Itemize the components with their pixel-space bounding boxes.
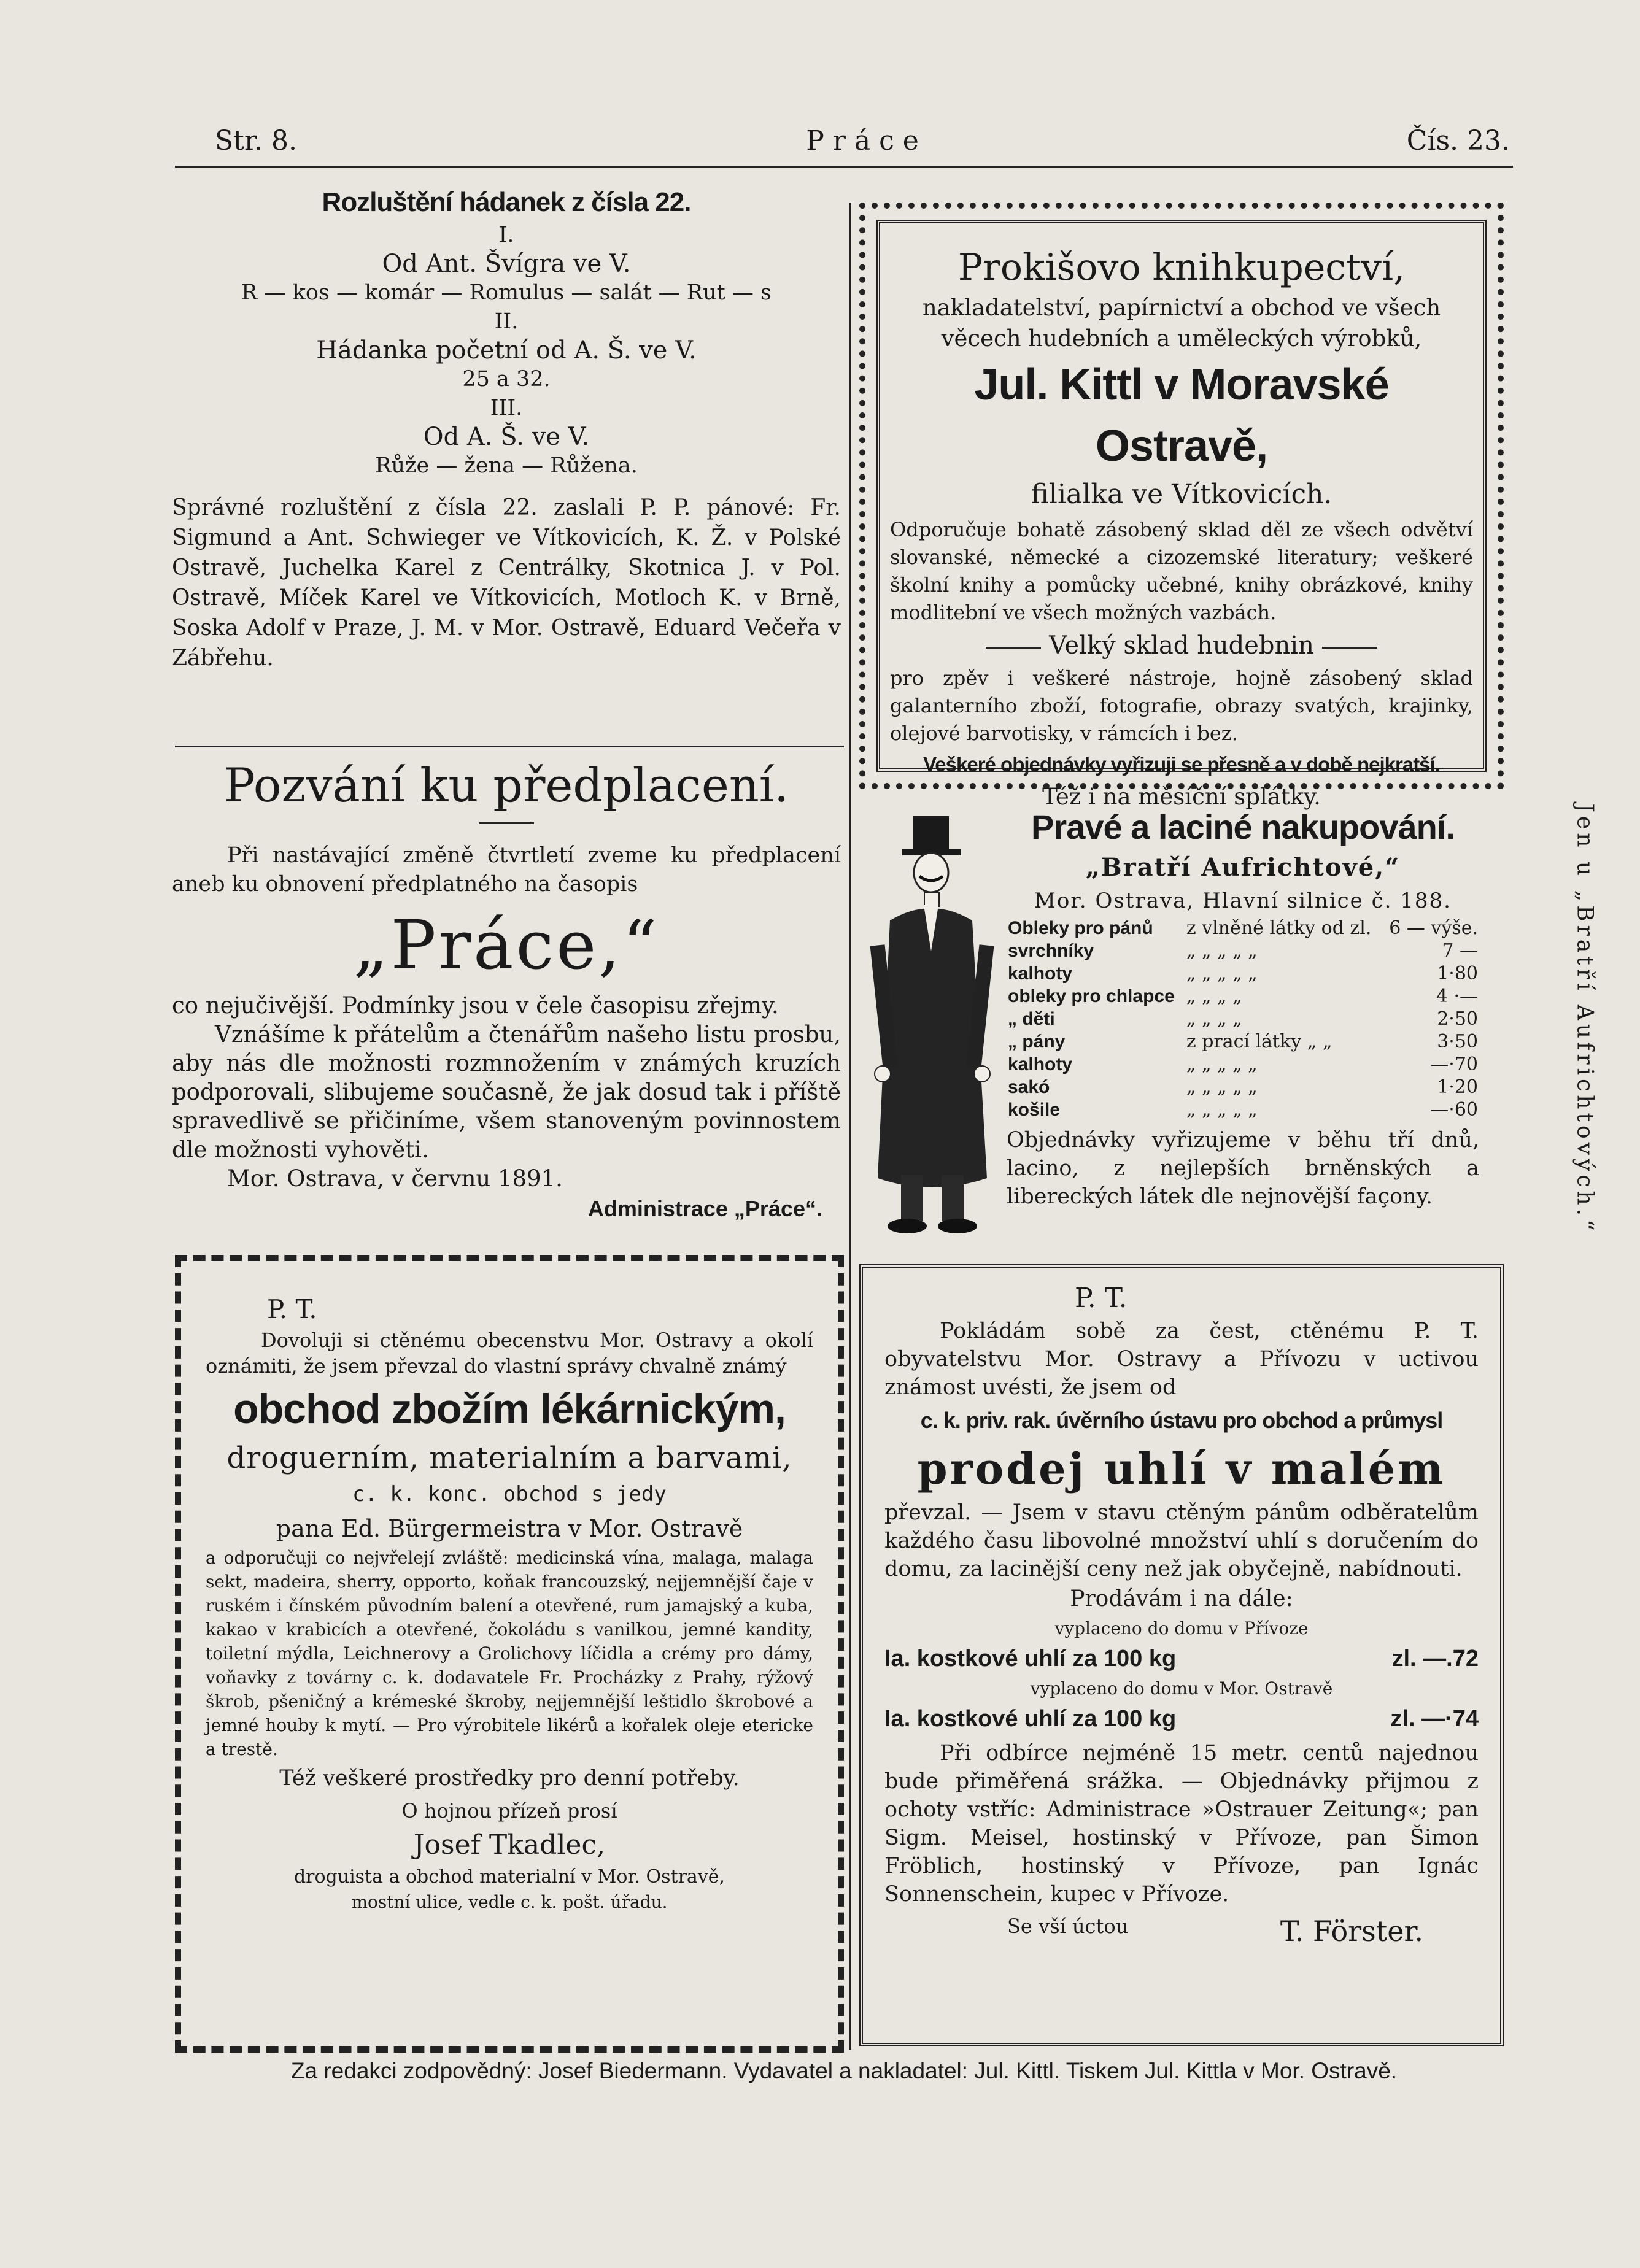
price-item: kalhoty	[1008, 963, 1073, 984]
gentleman-figure	[859, 804, 1013, 1246]
issue-number: Čís. 23.	[1406, 125, 1510, 156]
header-rule	[175, 166, 1513, 168]
subscription-request: Vznášíme k přátelům a čtenářům našeho listu prosbu, aby nás dle možnosti rozmnožením v známých kruzích podporovali, slibujeme současně, že jak dosud tak i příště spravedlivě se přičiníme, všem stanoveným povinnostem dle možnosti vyhověti.	[172, 1021, 841, 1163]
table-row	[1007, 1030, 1479, 1053]
table-row	[1007, 1098, 1479, 1121]
price-desc: z vlněné látky od zl.	[1186, 917, 1372, 939]
kittl-goods: pro zpěv i veškeré nástroje, hojně zásobený sklad galanterního zboží, fotografie, obrazy svatých, krajinky, olejové barvotisky, v rámcích i bez.	[890, 666, 1473, 745]
page-footer: Za redakci zodpovědný: Josef Biedermann. Vydavatel a nakladatel: Jul. Kittl. Tiskem Jul. Kittla v Mor. Ostravě.	[290, 2058, 1398, 2083]
subscription-heading: Pozvání ku předplacení.	[223, 758, 789, 812]
price-item: Obleky pro pánů	[1008, 918, 1153, 938]
table-row	[1007, 1008, 1479, 1030]
aufricht-advertisement	[859, 804, 1485, 1246]
price-value: 2·50	[1437, 1008, 1478, 1030]
section-divider	[175, 746, 844, 747]
subscription-section	[172, 755, 841, 1225]
forster-intro: Pokládám sobě za čest, ctěnému P. T. obyvatelstvu Mor. Ostravy a Přívozu v uctivou známost uvésti, že jsem od	[884, 1319, 1479, 1400]
kittl-name: Jul. Kittl v Moravské Ostravě,	[974, 360, 1389, 471]
price-item: svrchníky	[1008, 941, 1094, 961]
coal-price-row	[884, 1702, 1479, 1735]
aufricht-address: Mor. Ostrava, Hlavní silnice č. 188.	[1034, 889, 1452, 913]
riddle-number: I.	[498, 223, 514, 247]
table-row	[1007, 917, 1479, 939]
subscription-intro: Při nastávající změně čtvrtletí zveme ku předplacení aneb ku obnovení předplatného na časopis	[172, 843, 841, 897]
tkadlec-role: droguista a obchod materialní v Mor. Ostravě,	[293, 1866, 725, 1888]
price-desc: „ „ „ „ „	[1186, 963, 1258, 984]
forster-bank: c. k. priv. rak. úvěrního ústavu pro obchod a průmysl	[920, 1408, 1443, 1433]
riddle-author: Hádanka početní od A. Š. ve V.	[316, 336, 697, 364]
kittl-orders: Veškeré objednávky vyřizuji se přesně a v době nejkratší.	[923, 753, 1440, 776]
subscription-place-date: Mor. Ostrava, v červnu 1891.	[227, 1165, 563, 1192]
price-value: 7 —	[1442, 940, 1478, 962]
price-value: 1·80	[1437, 963, 1478, 984]
tkadlec-pt: P. T.	[267, 1294, 317, 1324]
short-rule	[479, 822, 534, 824]
table-row	[1007, 1053, 1479, 1076]
price-desc: „ „ „ „ „	[1186, 1076, 1258, 1098]
price-item: sakó	[1008, 1077, 1050, 1097]
price-desc: „ „ „ „	[1186, 1008, 1242, 1030]
subscription-conditions: co nejučivější. Podmínky jsou v čele časopisu zřejmy.	[172, 992, 779, 1019]
tkadlec-name: Josef Tkadlec,	[413, 1829, 606, 1861]
kittl-branch: filialka ve Vítkovicích.	[1031, 479, 1332, 510]
coal-price: zl. —.72	[1391, 1646, 1479, 1672]
price-desc: „ „ „ „	[1186, 986, 1242, 1007]
riddle-solution: 25 a 32.	[462, 367, 551, 392]
kittl-installments: Též i na měsíční splátky.	[1042, 784, 1321, 810]
price-desc: „ „ „ „ „	[1186, 940, 1258, 962]
forster-terms: Při odbírce nejméně 15 metr. centů najednou bude přiměřená srážka. — Objednávky přijmou z ochoty vstříc: Administrace »Ostrauer Zeitung«; pan Sigm. Meisel, hostinský v Přívoze, pan Šimon Fröblich, hostinský v Přívoze, pan Ignác Sonnenschein, kupec v Přívoze.	[884, 1741, 1479, 1907]
forster-signoff	[884, 1915, 1479, 1948]
tkadlec-shop: obchod zbožím lékárnickým,	[233, 1386, 786, 1432]
bookstore-line: věcech hudebních a uměleckých výrobků,	[941, 325, 1422, 352]
price-desc: „ „ „ „ „	[1186, 1099, 1258, 1120]
forster-body: převzal. — Jsem v stavu ctěným pánům odběratelům každého času libovolné množství uhlí s doručením do domu, za lacinější ceny než jak obyčejně, nabídnouti.	[884, 1500, 1479, 1581]
column-rule	[849, 202, 851, 2050]
tkadlec-products: a odporučuji co nejvřelejí zvláště: medicinská vína, malaga, malaga sekt, madeira, sherry, opporto, koňak francouzský, nejjemnější čaje v ruském i čínském původním balení a otevřené, rum jamajský a kuba, kakao v krabicích a otevřené, čokoládu s vanilkou, jemné kandity, toiletní mýdla, Leichnerovy a Grolichovy líčidla a crémy pro dámy, voňavky z továrny c. k. dodavatele Fr. Procházky z Prahy, rýžový škrob, pšeničný a krémeské škroby, nejjemnější leštidlo škrobové a jemné houby k mytí. — Pro výrobitele likérů a kořalek oleje etericke a trestě.	[206, 1548, 813, 1759]
tkadlec-owner: pana Ed. Bürgermeistra v Mor. Ostravě	[276, 1515, 743, 1542]
aufricht-title: Pravé a laciné nakupování.	[1031, 808, 1455, 846]
tkadlec-license: c. k. konc. obchod s jedy	[352, 1482, 667, 1506]
riddles-heading: Rozluštění hádanek z čísla 22.	[322, 187, 691, 217]
riddle-author: Od A. Š. ve V.	[423, 423, 590, 451]
price-value: —·70	[1430, 1054, 1478, 1075]
riddle-solution: Růže — žena — Růžena.	[375, 453, 638, 478]
riddle-number: II.	[494, 309, 519, 334]
table-row	[1007, 962, 1479, 985]
price-value: 6 — výše.	[1389, 917, 1478, 939]
journal-name: „Práce,“	[353, 906, 660, 984]
forster-sale: prodej uhlí v malém	[917, 1443, 1446, 1494]
tkadlec-shop-line: droguerním, materialním a barvami,	[226, 1441, 792, 1475]
tkadlec-address: mostní ulice, vedle c. k. pošt. úřadu.	[351, 1892, 668, 1912]
tkadlec-ask: O hojnou přízeň prosí	[401, 1799, 617, 1822]
price-desc: z prací látky „ „	[1186, 1031, 1332, 1052]
riddles-section	[172, 184, 841, 673]
price-desc: „ „ „ „ „	[1186, 1054, 1258, 1075]
riddle-solution: R — kos — komár — Romulus — salát — Rut — s	[241, 280, 772, 305]
coal-price-row	[884, 1642, 1479, 1675]
tkadlec-intro: Dovoluji si ctěnému obecenstvu Mor. Ostravy a okolí oznámiti, že jsem převzal do vlastní správy chvalně známý	[206, 1329, 813, 1378]
bookstore-title: Prokišovo knihkupectví,	[957, 246, 1406, 289]
kittl-advertisement	[859, 202, 1504, 810]
tkadlec-advertisement	[175, 1255, 844, 2053]
price-item: „ děti	[1008, 1009, 1055, 1029]
kittl-music	[890, 627, 1473, 665]
tkadlec-also: Též veškeré prostředky pro denní potřeby.	[279, 1766, 740, 1791]
forster-delivery: vyplaceno do domu v Přívoze	[1054, 1618, 1309, 1638]
forster-regards: Se vší úctou	[1007, 1915, 1129, 1938]
forster-sell: Prodávám i na dále:	[1070, 1586, 1293, 1611]
bookstore-line: nakladatelství, papírnictví a obchod ve všech	[922, 295, 1441, 321]
price-value: 1·20	[1437, 1076, 1478, 1098]
forster-name: T. Förster.	[1280, 1915, 1423, 1948]
subscription-signature: Administrace „Práce“.	[587, 1196, 822, 1221]
price-value: 3·50	[1437, 1031, 1478, 1052]
aufricht-firm: „Bratří Aufrichtové,“	[1085, 853, 1401, 882]
price-item: obleky pro chlapce	[1008, 986, 1175, 1006]
table-row	[1007, 985, 1479, 1008]
music-heading: Velký sklad hudebnin	[1049, 631, 1314, 660]
price-table	[1007, 917, 1479, 1121]
forster-delivery: vyplaceno do domu v Mor. Ostravě	[1030, 1678, 1333, 1699]
riddle-author: Od Ant. Švígra ve V.	[382, 250, 631, 278]
solvers-list: Správné rozluštění z čísla 22. zaslali P. P. pánové: Fr. Sigmund a Ant. Schwieger ve Vítkovicích, K. Ž. v Polské Ostravě, Juchelka Karel z Centrálky, Skotnica J. v Pol. Ostravě, Míček Karel ve Vítkovicích, Motloch K. v Brně, Soska Adolf v Praze, J. M. v Mor. Ostravě, Eduard Večeřa v Zábřehu.	[172, 495, 841, 671]
coal-label: Ia. kostkové uhlí za 100 kg	[884, 1646, 1177, 1672]
forster-advertisement	[859, 1264, 1504, 2046]
table-row	[1007, 1076, 1479, 1098]
forster-pt: P. T.	[1075, 1282, 1128, 1314]
price-item: košile	[1008, 1100, 1061, 1120]
coal-label: Ia. kostkové uhlí za 100 kg	[884, 1706, 1177, 1732]
price-item: „ pány	[1008, 1032, 1066, 1052]
price-value: 4 ·—	[1436, 986, 1478, 1007]
coal-price: zl. —·74	[1390, 1706, 1479, 1732]
journal-title: P r á c e	[806, 125, 919, 156]
table-row	[1007, 939, 1479, 962]
price-item: kalhoty	[1008, 1054, 1073, 1074]
kittl-offer: Odporučuje bohatě zásobený sklad děl ze všech odvětví slovanské, německé a cizozemské literatury; veškeré školní knihy a pomůcky učebné, knihy obrázkové, knihy modlitební ve všech možných vazbách.	[890, 518, 1473, 624]
riddle-number: III.	[490, 396, 523, 420]
price-value: —·60	[1430, 1099, 1478, 1120]
page-number: Str. 8.	[215, 125, 297, 156]
page-header	[215, 125, 1510, 162]
aufricht-footer: Objednávky vyřizujeme v běhu tří dnů, lacino, z nejlepších brněnských a libereckých látek dle nejnovější façony.	[1007, 1128, 1479, 1209]
aufricht-side-text: Jen u „Bratří Aufrichtových.“	[1572, 803, 1598, 1235]
